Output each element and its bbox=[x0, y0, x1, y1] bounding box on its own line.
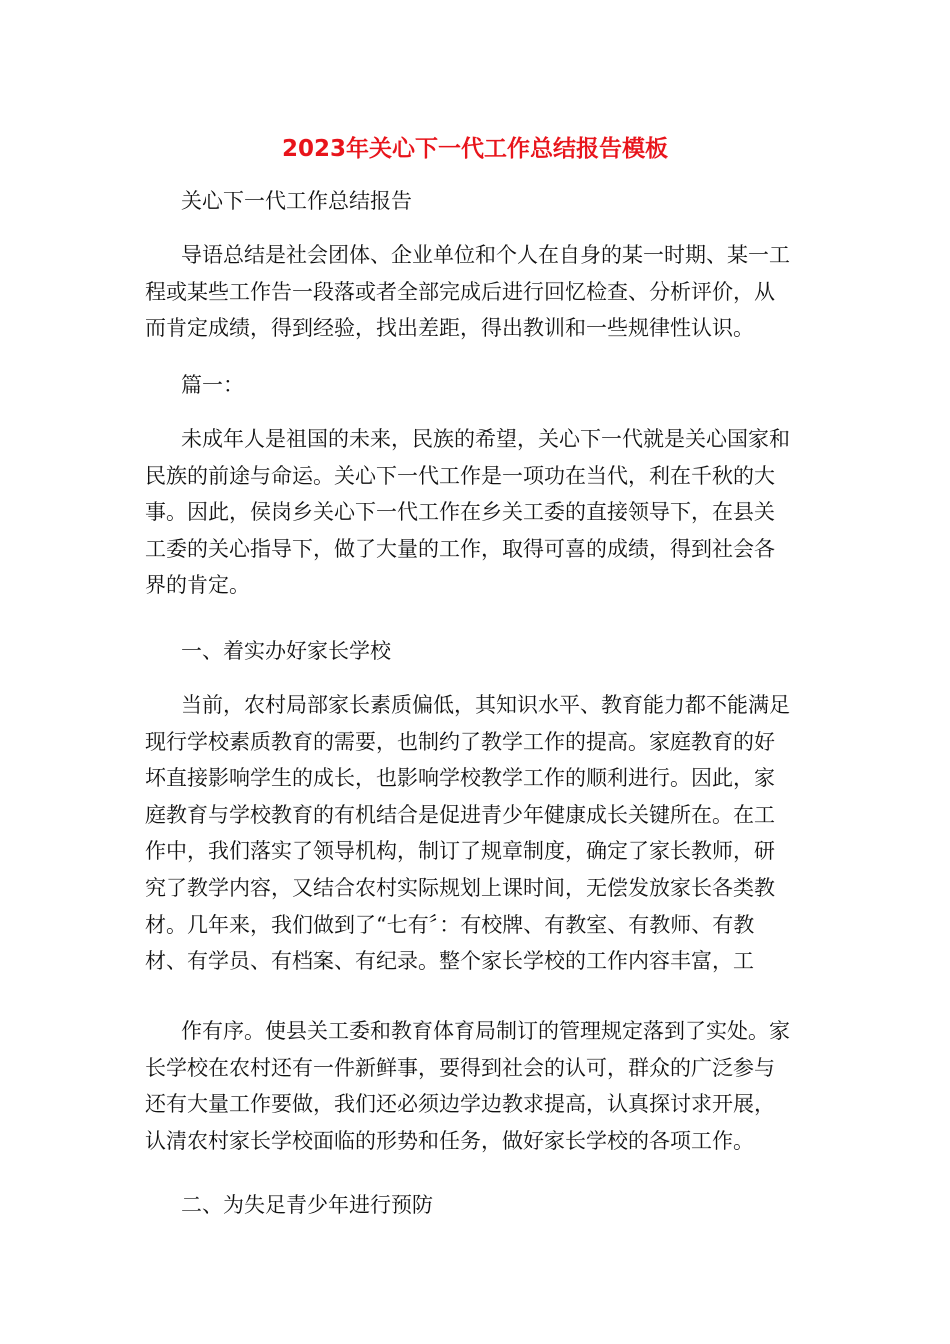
text-line: 导语总结是社会团体、企业单位和个人在自身的某一时期、某一工 bbox=[181, 243, 790, 267]
text-line: 工委的关心指导下，做了大量的工作，取得可喜的成绩，得到社会各 bbox=[145, 536, 775, 561]
text-line: 材。几年来，我们做到了“七有〞：有校牌、有教室、有教师、有教 bbox=[145, 912, 755, 937]
text-line: 一、着实办好家长学校 bbox=[181, 639, 391, 663]
text-line: 未成年人是祖国的未来，民族的希望，关心下一代就是关心国家和 bbox=[181, 427, 790, 451]
text-line: 篇一： bbox=[181, 373, 244, 397]
text-line: 材、有学员、有档案、有纪录。整个家长学校的工作内容丰富，工 bbox=[145, 949, 754, 974]
text-line: 当前，农村局部家长素质偏低，其知识水平、教育能力都不能满足 bbox=[181, 693, 790, 717]
text-line: 认清农村家长学校面临的形势和任务，做好家长学校的各项工作。 bbox=[145, 1128, 754, 1153]
body-paragraph-1 bbox=[145, 421, 807, 604]
text-line: 民族的前途与命运。关心下一代工作是一项功在当代，利在千秋的大 bbox=[145, 463, 775, 488]
body-paragraph-2 bbox=[145, 687, 807, 980]
text-line: 坏直接影响学生的成长，也影响学校教学工作的顺利进行。因此，家 bbox=[145, 766, 775, 791]
text-line: 作有序。使县关工委和教育体育局制订的管理规定落到了实处。家 bbox=[181, 1019, 790, 1043]
text-line: 关心下一代工作总结报告 bbox=[181, 189, 412, 213]
text-line: 而肯定成绩，得到经验，找出差距，得出教训和一些规律性认识。 bbox=[145, 316, 754, 341]
text-line: 作中，我们落实了领导机构，制订了规章制度，确定了家长教师，研 bbox=[145, 839, 775, 864]
text-line: 还有大量工作要做，我们还必须边学边教求提高，认真探讨求开展， bbox=[145, 1092, 775, 1117]
document-title: 2023年关心下一代工作总结报告模板 bbox=[281, 136, 668, 162]
intro-paragraph bbox=[145, 237, 807, 347]
text-line: 长学校在农村还有一件新鲜事，要得到社会的认可，群众的广泛参与 bbox=[145, 1055, 775, 1080]
section-heading-1 bbox=[145, 633, 807, 670]
subtitle-paragraph bbox=[145, 183, 807, 220]
text-line: 程或某些工作告一段落或者全部完成后进行回忆检查、分析评价，从 bbox=[145, 279, 775, 304]
text-line: 界的肯定。 bbox=[145, 573, 250, 598]
part-one-heading bbox=[145, 367, 807, 404]
text-line: 事。因此，侯岗乡关心下一代工作在乡关工委的直接领导下，在县关 bbox=[145, 500, 775, 525]
body-paragraph-3 bbox=[145, 1013, 807, 1159]
text-line: 究了教学内容，又结合农村实际规划上课时间，无偿发放家长各类教 bbox=[145, 875, 775, 900]
text-line: 现行学校素质教育的需要，也制约了教学工作的提高。家庭教育的好 bbox=[145, 729, 775, 754]
text-line: 庭教育与学校教育的有机结合是促进青少年健康成长关键所在。在工 bbox=[145, 802, 775, 827]
text-line: 二、为失足青少年进行预防 bbox=[181, 1193, 433, 1217]
section-heading-2 bbox=[145, 1187, 807, 1224]
